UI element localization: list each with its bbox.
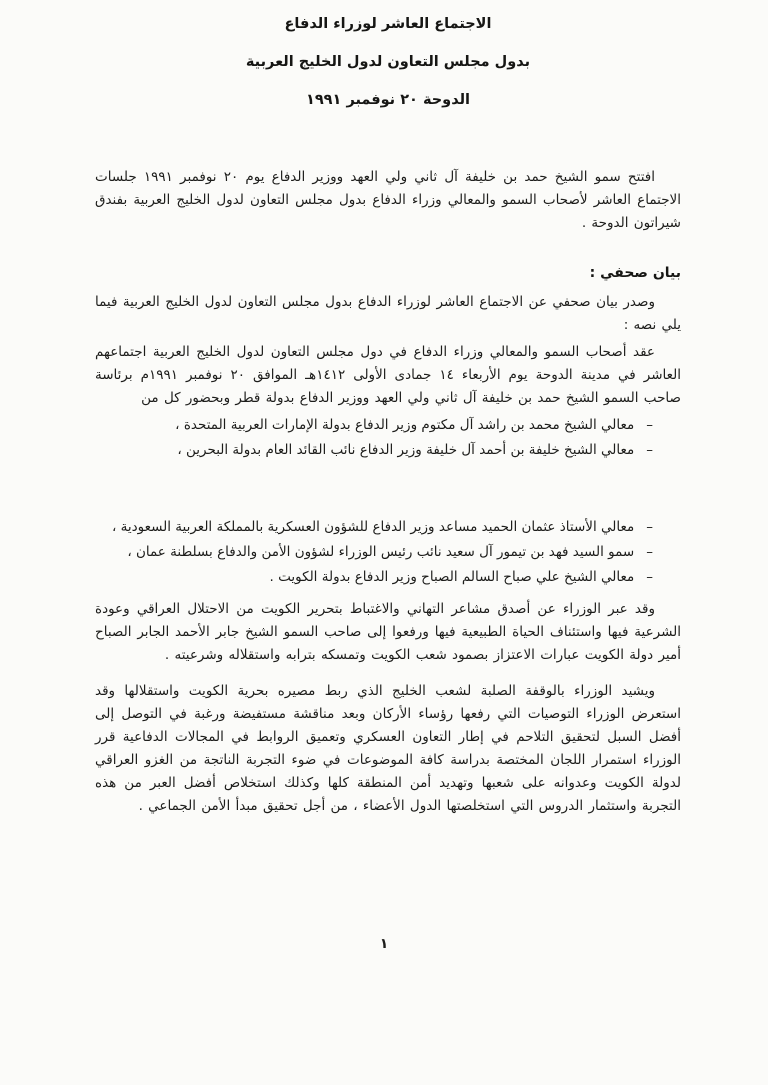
attendee-kuwait: معالي الشيخ علي صباح السالم الصباح وزير الدفاع بدولة الكويت . [269, 569, 635, 585]
attendee-uae: معالي الشيخ محمد بن راشد آل مكتوم وزير الدفاع بدولة الإمارات العربية المتحدة ، [175, 417, 635, 433]
attendee-oman: سمو السيد فهد بن تيمور آل سعيد نائب رئيس الوزراء لشؤون الأمن والدفاع بسلطنة عمان ، [127, 544, 635, 560]
page-break-gap [95, 464, 681, 512]
page-number: ١ [379, 936, 389, 952]
document-title-block [95, 16, 681, 108]
title-line-3: الدوحة ٢٠ نوفمبر ١٩٩١ [305, 92, 470, 108]
congratulations-paragraph: وقد عبر الوزراء عن أصدق مشاعر التهاني والاغتباط بتحرير الكويت من الاحتلال العراقي وعودة الشرعية فيها واستئناف الحياة الطبيعية فيها ورفعوا إلى صاحب السمو الشيخ جابر الأحمد الجابر الصباح أمير دولة الكويت عبارات الاعتزاز بصمود شعب الكويت وتمسكه بترابه واستقلاله وشرعيته . [95, 601, 681, 663]
list-item [95, 414, 653, 437]
dash-marker: – [646, 519, 653, 535]
press-release-intro: وصدر بيان صحفي عن الاجتماع العاشر لوزراء الدفاع بدول مجلس التعاون لدول الخليج العربية فيما يلي نصه : [95, 294, 681, 333]
dash-marker: – [646, 569, 653, 585]
list-item [95, 516, 653, 539]
press-release-heading: بيان صحفي : [589, 265, 681, 281]
meeting-paragraph: عقد أصحاب السمو والمعالي وزراء الدفاع في دول مجلس التعاون لدول الخليج العربية اجتماعهم العاشر في مدينة الدوحة يوم الأربعاء ١٤ جمادى الأولى ١٤١٢هـ الموافق ٢٠ نوفمبر ١٩٩١م برئاسة صاحب السمو الشيخ حمد بن خليفة آل ثاني ولي العهد ووزير الدفاع بدولة قطر وبحضور كل من [95, 344, 681, 406]
attendee-bahrain: معالي الشيخ خليفة بن أحمد آل خليفة وزير الدفاع نائب القائد العام بدولة البحرين ، [177, 442, 635, 458]
title-line-1: الاجتماع العاشر لوزراء الدفاع [284, 16, 492, 32]
dash-marker: – [646, 442, 653, 458]
list-item [95, 566, 653, 589]
attendees-list-bottom [95, 516, 681, 589]
dash-marker: – [646, 417, 653, 433]
attendees-list-top [95, 414, 681, 462]
title-line-2: بدول مجلس التعاون لدول الخليج العربية [245, 54, 531, 70]
decisions-paragraph: ويشيد الوزراء بالوقفة الصلبة لشعب الخليج الذي ربط مصيره بحرية الكويت واستقلالها وقد استعرض الوزراء التوصيات التي رفعها رؤساء الأركان وبعد مناقشة مستفيضة ورغبة في التوصل إلى أفضل السبل لتحقيق التلاحم في إطار التعاون العسكري وتعميق الروابط في المجالات الدفاعية قرر الوزراء استمرار اللجان المختصة بدراسة كافة الموضوعات في ضوء التجربة الناتجة من الغزو العراقي لدولة الكويت وعدوانه على شعبها وتهديد أمن المنطقة كلها وكذلك استخلاص أفضل العبر من هذه التجربة واستثمار الدروس التي استخلصتها الدول الأعضاء ، من أجل تحقيق مبدأ الأمن الجماعي . [95, 683, 681, 814]
attendee-saudi: معالي الأستاذ عثمان الحميد مساعد وزير الدفاع للشؤون العسكرية بالمملكة العربية السعودية ، [111, 519, 635, 535]
list-item [95, 439, 653, 462]
dash-marker: – [646, 544, 653, 560]
list-item [95, 541, 653, 564]
opening-paragraph: افتتح سمو الشيخ حمد بن خليفة آل ثاني ولي العهد ووزير الدفاع يوم ٢٠ نوفمبر ١٩٩١ جلسات الاجتماع العاشر لأصحاب السمو والمعالي وزراء الدفاع بدول مجلس التعاون لدول الخليج العربية بفندق شيراتون الدوحة . [95, 169, 681, 231]
